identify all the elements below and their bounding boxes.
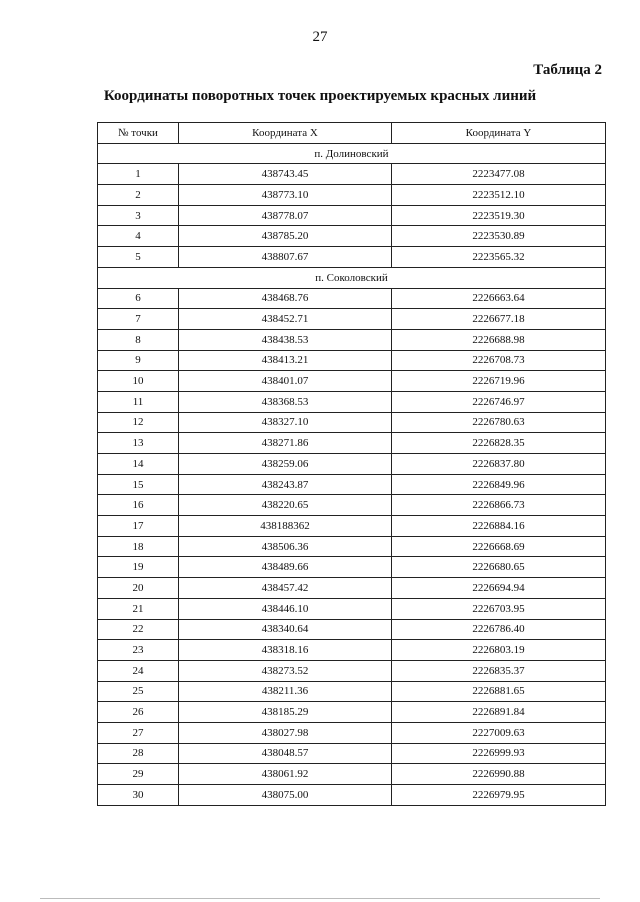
table-row [98,785,606,806]
point-number-cell: 27 [98,722,179,743]
table-row [98,329,606,350]
coordinate-y-cell: 2227009.63 [392,722,606,743]
table-row [98,205,606,226]
point-number-cell: 4 [98,226,179,247]
table-row [98,185,606,206]
table-row [98,578,606,599]
coordinate-y-cell: 2226979.95 [392,785,606,806]
table-row [98,288,606,309]
table-row [98,598,606,619]
coordinate-y-cell: 2226668.69 [392,536,606,557]
coordinate-y-cell: 2226866.73 [392,495,606,516]
table-row [98,722,606,743]
coordinate-y-cell: 2226999.93 [392,743,606,764]
coordinate-x-cell: 438368.53 [179,391,392,412]
coordinate-y-cell: 2223565.32 [392,247,606,268]
coordinate-x-cell: 438027.98 [179,722,392,743]
table-row [98,226,606,247]
section-name: п. Долиновский [98,143,606,164]
table-row [98,164,606,185]
coordinate-x-cell: 438318.16 [179,640,392,661]
table-row [98,660,606,681]
coordinate-x-cell: 438778.07 [179,205,392,226]
table-row [98,474,606,495]
coordinate-y-cell: 2226694.94 [392,578,606,599]
coordinates-table [97,122,606,806]
coordinate-y-cell: 2226663.64 [392,288,606,309]
point-number-cell: 13 [98,433,179,454]
point-number-cell: 30 [98,785,179,806]
coordinate-x-cell: 438340.64 [179,619,392,640]
coordinate-y-cell: 2226746.97 [392,391,606,412]
point-number-cell: 5 [98,247,179,268]
point-number-cell: 1 [98,164,179,185]
coordinate-y-cell: 2223512.10 [392,185,606,206]
coordinate-y-cell: 2226688.98 [392,329,606,350]
section-header-row [98,267,606,288]
table-row [98,412,606,433]
coordinate-y-cell: 2226884.16 [392,516,606,537]
coordinate-x-cell: 438457.42 [179,578,392,599]
coordinate-x-cell: 438048.57 [179,743,392,764]
coordinate-x-cell: 438271.86 [179,433,392,454]
coordinate-y-cell: 2226680.65 [392,557,606,578]
header-point-number: № точки [98,123,179,144]
coordinate-y-cell: 2226708.73 [392,350,606,371]
point-number-cell: 16 [98,495,179,516]
header-coordinate-y: Координата Y [392,123,606,144]
coordinate-x-cell: 438188362 [179,516,392,537]
table-row [98,454,606,475]
page-bottom-edge [40,898,600,899]
coordinate-y-cell: 2226780.63 [392,412,606,433]
table-row [98,681,606,702]
coordinate-x-cell: 438273.52 [179,660,392,681]
coordinate-y-cell: 2226891.84 [392,702,606,723]
coordinate-x-cell: 438413.21 [179,350,392,371]
point-number-cell: 6 [98,288,179,309]
coordinate-x-cell: 438446.10 [179,598,392,619]
coordinate-x-cell: 438452.71 [179,309,392,330]
point-number-cell: 10 [98,371,179,392]
table-row [98,702,606,723]
point-number-cell: 26 [98,702,179,723]
point-number-cell: 24 [98,660,179,681]
point-number-cell: 2 [98,185,179,206]
point-number-cell: 29 [98,764,179,785]
coordinate-y-cell: 2226990.88 [392,764,606,785]
table-row [98,516,606,537]
section-name: п. Соколовский [98,267,606,288]
point-number-cell: 15 [98,474,179,495]
table-title: Координаты поворотных точек проектируемых красных линий [103,88,537,104]
header-coordinate-x: Координата X [179,123,392,144]
table-row [98,557,606,578]
point-number-cell: 19 [98,557,179,578]
point-number-cell: 8 [98,329,179,350]
point-number-cell: 17 [98,516,179,537]
coordinate-x-cell: 438243.87 [179,474,392,495]
point-number-cell: 12 [98,412,179,433]
point-number-cell: 14 [98,454,179,475]
coordinate-x-cell: 438211.36 [179,681,392,702]
point-number-cell: 20 [98,578,179,599]
point-number-cell: 7 [98,309,179,330]
coordinate-y-cell: 2226849.96 [392,474,606,495]
coordinate-x-cell: 438220.65 [179,495,392,516]
coordinate-y-cell: 2226828.35 [392,433,606,454]
coordinate-y-cell: 2226719.96 [392,371,606,392]
coordinate-x-cell: 438743.45 [179,164,392,185]
coordinate-x-cell: 438506.36 [179,536,392,557]
table-row [98,619,606,640]
point-number-cell: 3 [98,205,179,226]
table-row [98,309,606,330]
table-row [98,350,606,371]
coordinate-x-cell: 438773.10 [179,185,392,206]
table-row [98,391,606,412]
coordinate-y-cell: 2226677.18 [392,309,606,330]
section-header-row [98,143,606,164]
table-row [98,247,606,268]
coordinate-y-cell: 2223519.30 [392,205,606,226]
coordinate-x-cell: 438807.67 [179,247,392,268]
page-number: 27 [312,29,328,45]
coordinate-y-cell: 2226803.19 [392,640,606,661]
table-header-row [98,123,606,144]
table-row [98,536,606,557]
coordinate-x-cell: 438327.10 [179,412,392,433]
coordinate-x-cell: 438785.20 [179,226,392,247]
table-body [98,143,606,805]
table-row [98,371,606,392]
coordinate-x-cell: 438061.92 [179,764,392,785]
table-row [98,495,606,516]
table-row [98,433,606,454]
table-row [98,764,606,785]
coordinate-y-cell: 2223477.08 [392,164,606,185]
point-number-cell: 18 [98,536,179,557]
coordinate-x-cell: 438468.76 [179,288,392,309]
point-number-cell: 22 [98,619,179,640]
point-number-cell: 25 [98,681,179,702]
table-row [98,640,606,661]
coordinate-x-cell: 438075.00 [179,785,392,806]
point-number-cell: 9 [98,350,179,371]
coordinate-y-cell: 2223530.89 [392,226,606,247]
coordinate-x-cell: 438489.66 [179,557,392,578]
coordinate-x-cell: 438259.06 [179,454,392,475]
point-number-cell: 23 [98,640,179,661]
coordinate-y-cell: 2226881.65 [392,681,606,702]
table-label: Таблица 2 [533,62,602,78]
point-number-cell: 28 [98,743,179,764]
coordinate-y-cell: 2226786.40 [392,619,606,640]
coordinate-y-cell: 2226837.80 [392,454,606,475]
coordinate-x-cell: 438401.07 [179,371,392,392]
point-number-cell: 11 [98,391,179,412]
coordinate-x-cell: 438185.29 [179,702,392,723]
coordinate-y-cell: 2226703.95 [392,598,606,619]
point-number-cell: 21 [98,598,179,619]
table-row [98,743,606,764]
coordinate-x-cell: 438438.53 [179,329,392,350]
coordinate-y-cell: 2226835.37 [392,660,606,681]
